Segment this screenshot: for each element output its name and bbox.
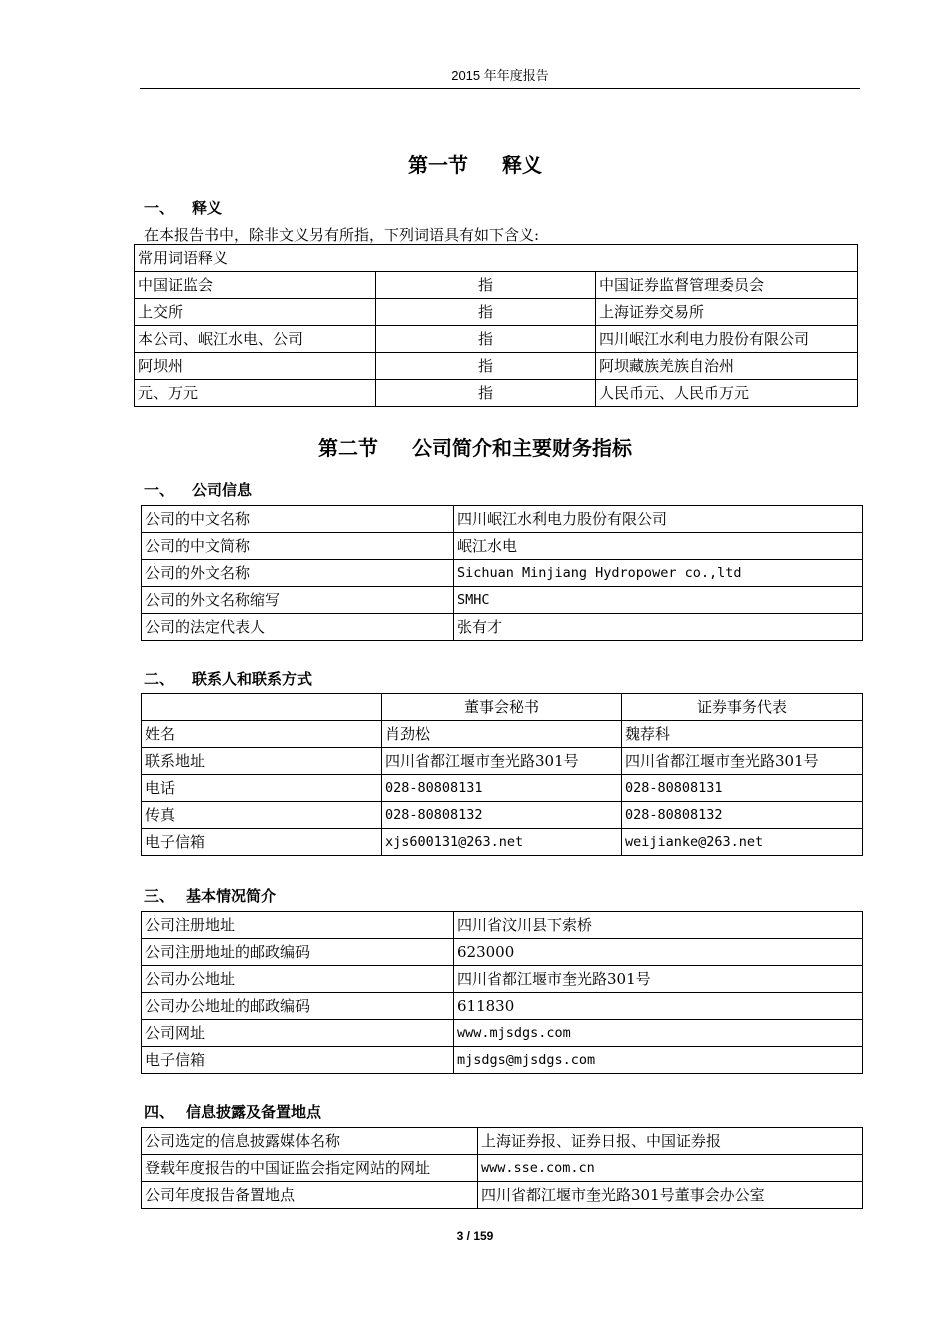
column-header-secretary: 董事会秘书 bbox=[382, 694, 622, 721]
table-row: 姓名 肖劲松 魏荐科 bbox=[142, 721, 863, 748]
table-row: 传真 028-80808132 028-80808132 bbox=[142, 802, 863, 829]
company-info-title: 一、 公司信息 bbox=[144, 481, 253, 499]
table-row: 公司注册地址的邮政编码 623000 bbox=[142, 939, 863, 966]
page-number: 3 / 159 bbox=[456, 1229, 494, 1243]
table-row: 中国证监会 指 中国证券监督管理委员会 bbox=[135, 272, 858, 299]
section1-title bbox=[0, 149, 950, 178]
table-row: 公司注册地址 四川省汶川县下索桥 bbox=[142, 912, 863, 939]
basic-info-title: 三、 基本情况简介 bbox=[144, 887, 277, 905]
basic-info-table bbox=[141, 911, 863, 1074]
table-caption: 常用词语释义 bbox=[135, 245, 858, 272]
table-row: 公司网址 www.mjsdgs.com bbox=[142, 1020, 863, 1047]
page-header bbox=[140, 66, 860, 89]
table-row: 电话 028-80808131 028-80808131 bbox=[142, 775, 863, 802]
table-row: 公司选定的信息披露媒体名称 上海证券报、证券日报、中国证券报 bbox=[142, 1128, 863, 1155]
table-row: 元、万元 指 人民币元、人民币万元 bbox=[135, 380, 858, 407]
section2-heading: 公司简介和主要财务指标 bbox=[412, 436, 632, 460]
definitions-table bbox=[134, 244, 858, 407]
table-row: 公司年度报告备置地点 四川省都江堰市奎光路301号董事会办公室 bbox=[142, 1182, 863, 1209]
table-row: 阿坝州 指 阿坝藏族羌族自治州 bbox=[135, 353, 858, 380]
table-row: 电子信箱 mjsdgs@mjsdgs.com bbox=[142, 1047, 863, 1074]
table-row: 电子信箱 xjs600131@263.net weijianke@263.net bbox=[142, 829, 863, 856]
table-row: 公司的外文名称 Sichuan Minjiang Hydropower co.,ltd bbox=[142, 560, 863, 587]
table-row: 公司的法定代表人 张有才 bbox=[142, 614, 863, 641]
table-row: 公司办公地址的邮政编码 611830 bbox=[142, 993, 863, 1020]
intro-text: 在本报告书中，除非文义另有所指，下列词语具有如下含义: bbox=[144, 226, 540, 244]
section2-number: 第二节 bbox=[318, 436, 378, 460]
table-row: 公司的中文名称 四川岷江水利电力股份有限公司 bbox=[142, 506, 863, 533]
table-row: 公司的中文简称 岷江水电 bbox=[142, 533, 863, 560]
disclosure-title: 四、 信息披露及备置地点 bbox=[144, 1103, 322, 1121]
table-row: 公司的外文名称缩写 SMHC bbox=[142, 587, 863, 614]
column-header-representative: 证券事务代表 bbox=[622, 694, 863, 721]
table-row: 公司办公地址 四川省都江堰市奎光路301号 bbox=[142, 966, 863, 993]
table-row: 上交所 指 上海证券交易所 bbox=[135, 299, 858, 326]
section1-heading: 释义 bbox=[502, 153, 542, 177]
table-row: 本公司、岷江水电、公司 指 四川岷江水利电力股份有限公司 bbox=[135, 326, 858, 353]
subsection-definitions-title: 一、 释义 bbox=[144, 199, 223, 217]
header-title: 2015 年年度报告 bbox=[451, 68, 549, 83]
table-header-row bbox=[142, 694, 863, 721]
table-row: 联系地址 四川省都江堰市奎光路301号 四川省都江堰市奎光路301号 bbox=[142, 748, 863, 775]
section1-number: 第一节 bbox=[408, 153, 468, 177]
contacts-table bbox=[141, 693, 863, 856]
contacts-title: 二、 联系人和联系方式 bbox=[144, 670, 313, 688]
company-info-table bbox=[141, 505, 863, 641]
table-row: 登载年度报告的中国证监会指定网站的网址 www.sse.com.cn bbox=[142, 1155, 863, 1182]
section2-title bbox=[0, 432, 950, 461]
disclosure-table bbox=[141, 1127, 863, 1209]
